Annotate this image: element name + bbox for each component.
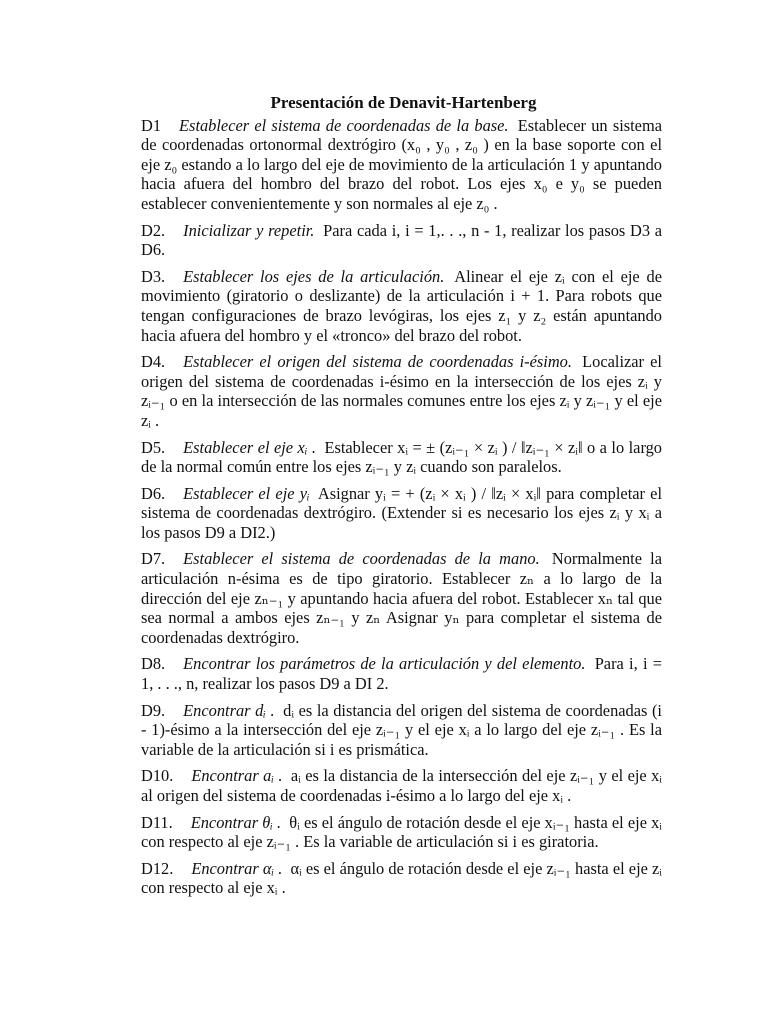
step-text: Localizar el origen del sistema de coordenadas i-ésimo en la intersección de los ejes zᵢ y zᵢ₋₁ o en la intersección de las normales comunes entre los ejes zᵢ y zᵢ₋₁ y el eje zᵢ . (141, 352, 662, 430)
step-heading: Encontrar dᵢ . (183, 700, 275, 720)
step-id: D2. (141, 220, 166, 240)
step-id: D3. (141, 266, 166, 286)
step-heading: Establecer el origen del sistema de coordenadas i-ésimo. (183, 352, 572, 372)
step-text: dᵢ es la distancia del origen del sistema de coordenadas (i - 1)-ésimo a la intersección del eje zᵢ₋₁ y el eje xᵢ a lo largo del eje zᵢ₋₁ . Es la variable de la articulación si i es prismática. (141, 700, 662, 759)
step-id: D12. (141, 858, 174, 878)
step-text: Para cada i, i = 1,. . ., n - 1, realizar los pasos D3 a D6. (141, 220, 663, 260)
step-text: Establecer un sistema de coordenadas ortonormal dextrógiro (x₀ , y₀ , z₀ ) en la base soporte con el eje z₀ estando a lo largo del eje de movimiento de la articulación 1 y apuntando hacia afuera del hombro del brazo del robot. Los ejes x₀ e y₀ se pueden establecer convenientemente y son normales al eje z₀ . (141, 115, 662, 213)
step-d11 (141, 813, 662, 852)
step-heading: Establecer los ejes de la articulación. (183, 266, 445, 286)
document-title: Presentación de Denavit-Hartenberg (270, 93, 537, 112)
step-d2 (141, 221, 662, 260)
step-d6 (141, 484, 662, 543)
document-page (141, 93, 662, 905)
step-text: Para i, i = 1, . . ., n, realizar los pasos D9 a DI 2. (141, 654, 662, 694)
step-heading: Encontrar los parámetros de la articulación y del elemento. (183, 654, 586, 674)
step-d5 (141, 438, 662, 477)
step-id: D9. (141, 700, 166, 720)
step-heading: Encontrar θᵢ . (190, 812, 282, 832)
step-id: D8. (141, 654, 166, 674)
step-heading: Establecer el sistema de coordenadas de la mano. (183, 549, 540, 569)
step-d3 (141, 267, 662, 345)
step-d7 (141, 549, 662, 647)
step-text: αᵢ es el ángulo de rotación desde el eje zᵢ₋₁ hasta el eje zᵢ con respecto al eje xᵢ . (141, 858, 662, 898)
step-d12 (141, 859, 662, 898)
step-d10 (141, 766, 662, 805)
step-text: Establecer xᵢ = ± (zᵢ₋₁ × zᵢ ) / ‖zᵢ₋₁ × zᵢ‖ o a lo largo de la normal común entre los ejes zᵢ₋₁ y zᵢ cuando son paralelos. (141, 437, 662, 477)
step-text: Normalmente la articulación n-ésima es de tipo giratorio. Establecer zₙ a lo largo de la dirección del eje zₙ₋₁ y apuntando hacia afuera del robot. Establecer xₙ tal que sea normal a ambos ejes zₙ₋₁ y zₙ Asignar yₙ para completar el sistema de coordenadas dextrógiro. (141, 549, 662, 647)
step-text: Alinear el eje zᵢ con el eje de movimiento (giratorio o deslizante) de la articulación i + 1. Para robots que tengan configuraciones de brazo levógiras, los ejes z₁ y z₂ están apuntando hacia afuera del hombro y el «tronco» del brazo del robot. (141, 266, 662, 345)
step-heading: Establecer el sistema de coordenadas de la base. (179, 115, 509, 135)
step-heading: Inicializar y repetir. (183, 220, 315, 240)
step-id: D1 (141, 115, 162, 135)
step-d4 (141, 352, 662, 430)
step-heading: Establecer el eje xᵢ . (183, 437, 316, 457)
step-id: D7. (141, 549, 166, 569)
step-d8 (141, 654, 662, 693)
step-d1 (141, 116, 662, 214)
step-heading: Encontrar aᵢ . (191, 766, 283, 786)
step-id: D11. (141, 812, 173, 832)
step-text: θᵢ es el ángulo de rotación desde el eje xᵢ₋₁ hasta el eje xᵢ con respecto al eje zᵢ₋₁ . Es la variable de articulación si i es giratoria. (141, 812, 662, 852)
step-id: D4. (141, 352, 166, 372)
step-id: D6. (141, 483, 166, 503)
step-heading: Establecer el eje yᵢ (183, 483, 310, 503)
step-heading: Encontrar αᵢ . (191, 858, 283, 878)
step-id: D5. (141, 437, 166, 457)
step-d9 (141, 701, 662, 760)
step-id: D10. (141, 766, 174, 786)
step-text: aᵢ es la distancia de la intersección del eje zᵢ₋₁ y el eje xᵢ al origen del sistema de coordenadas i-ésimo a lo largo del eje xᵢ . (141, 766, 662, 805)
step-text: Asignar yᵢ = + (zᵢ × xᵢ ) / ‖zᵢ × xᵢ‖ para completar el sistema de coordenadas dextrógiro. (Extender si es necesario los ejes zᵢ y xᵢ a los pasos D9 a DI2.) (141, 483, 663, 542)
